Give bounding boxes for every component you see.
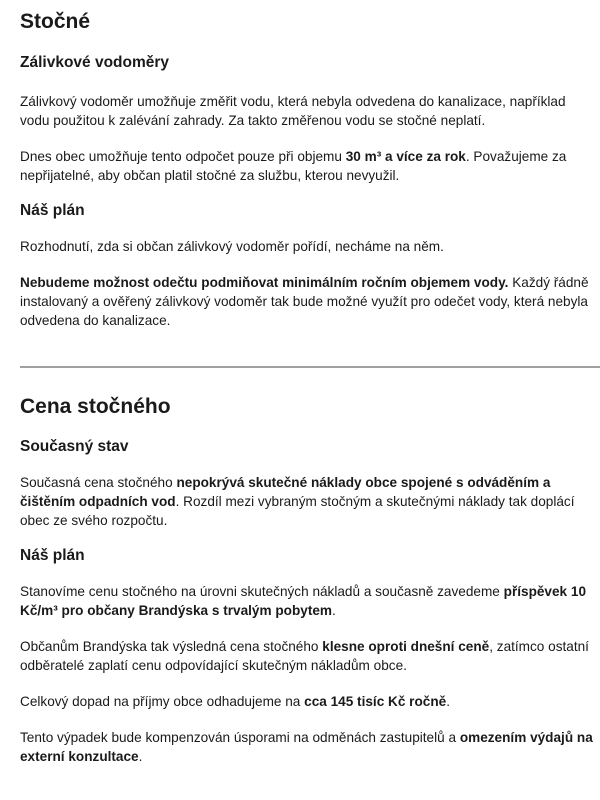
paragraph-text: Občanům Brandýska tak výsledná cena stočného xyxy=(20,639,323,654)
section-stocne xyxy=(20,9,600,330)
paragraph-text: . Považujeme za nepřijatelné, aby občan platil stočné za službu, kterou nevyužil. xyxy=(20,149,567,183)
paragraph-text: . xyxy=(138,749,143,764)
paragraph-text: Rozhodnutí, zda si občan zálivkový vodoměr pořídí, necháme na něm. xyxy=(20,239,444,254)
paragraph-text: Každý řádně instalovaný a ověřený zálivkový vodoměr tak bude možné využít pro odečet vody, která nebyla odvedena do kanalizace. xyxy=(20,275,589,328)
paragraph-text: Tento výpadek bude kompenzován úsporami na odměnách zastupitelů a xyxy=(20,730,460,745)
paragraph-text: Stanovíme cenu stočného na úrovni skutečných nákladů a současně zavedeme xyxy=(20,584,504,599)
paragraph-text: , zatímco ostatní odběratelé zaplatí cenu odpovídající skutečným nákladům obce. xyxy=(20,639,589,673)
paragraph-text: Dnes obec umožňuje tento odpočet pouze při objemu xyxy=(20,149,346,164)
paragraph-text: Celkový dopad na příjmy obce odhadujeme na xyxy=(20,694,305,709)
bold-text: Nebudeme možnost odečtu podmiňovat minimálním ročním objemem vody. xyxy=(20,275,509,290)
paragraph xyxy=(20,692,600,711)
paragraph-text: . xyxy=(332,603,336,618)
subsection-title: Zálivkové vodoměry xyxy=(20,54,170,71)
paragraph-text: . xyxy=(446,694,450,709)
paragraph xyxy=(20,728,600,766)
section-title: Cena stočného xyxy=(20,395,171,418)
paragraph xyxy=(20,582,600,620)
paragraph-text: . Rozdíl mezi vybraným stočným a skutečnými náklady tak doplácí obec ze svého rozpočtu. xyxy=(20,494,575,528)
paragraph xyxy=(20,473,600,530)
bold-text: omezením výdajů na externí konzultace xyxy=(20,730,593,764)
paragraph xyxy=(20,273,600,330)
paragraph xyxy=(20,237,600,256)
section-cena-stocneho xyxy=(20,394,600,766)
paragraph xyxy=(20,147,600,185)
bold-text: klesne oproti dnešní ceně xyxy=(322,639,490,654)
bold-text: nepokrývá skutečné náklady obce spojené s odváděním a čištěním odpadních vod xyxy=(20,475,551,509)
paragraph xyxy=(20,92,600,130)
bold-text: 30 m³ a více za rok xyxy=(345,149,466,164)
section-title: Stočné xyxy=(20,10,91,33)
subsection-title: Náš plán xyxy=(20,202,85,219)
section-divider xyxy=(20,366,600,368)
subsection-title: Současný stav xyxy=(20,438,129,455)
paragraph xyxy=(20,637,600,675)
bold-text: cca 145 tisíc Kč ročně xyxy=(304,694,447,709)
paragraph-text: Současná cena stočného xyxy=(20,475,177,490)
subsection-title: Náš plán xyxy=(20,547,85,564)
paragraph-text: Zálivkový vodoměr umožňuje změřit vodu, která nebyla odvedena do kanalizace, například vodu použitou k zalévání zahrady. Za takto změřenou vodu se stočné neplatí. xyxy=(20,94,566,128)
bold-text: příspěvek 10 Kč/m³ pro občany Brandýska s trvalým pobytem xyxy=(20,584,587,618)
